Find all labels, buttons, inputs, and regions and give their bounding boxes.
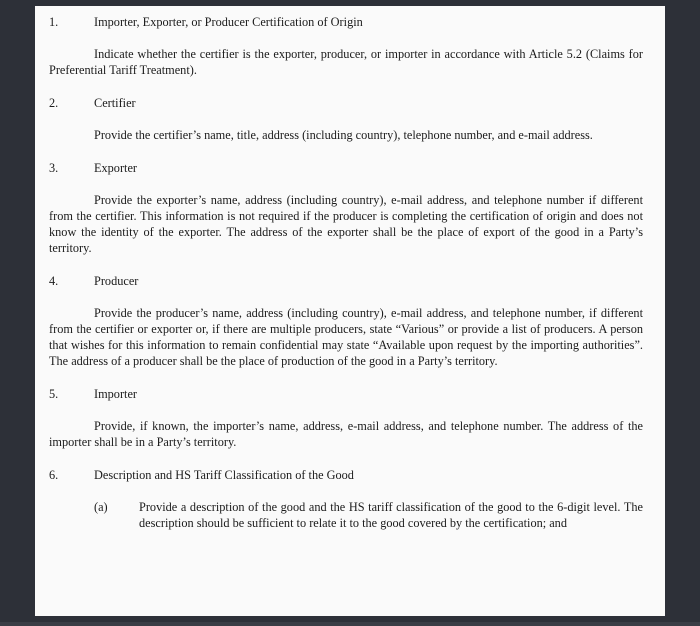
section-paragraph: Provide the producer’s name, address (including country), e-mail address, and telephone number, if different from the certifier or exporter or, if there are multiple producers, state “Various” or provide a list of producers. A person that wishes for this information to remain confidential may state “Available upon request by the importing authorities”. The address of a producer shall be the place of production of the good in a Party’s territory.	[49, 306, 643, 368]
document-page	[35, 6, 665, 616]
section-title: Producer	[94, 274, 139, 288]
subsection-paragraph: Provide a description of the good and the HS tariff classification of the good to the 6-digit level. The description should be sufficient to relate it to the good covered by the certification; and	[139, 500, 643, 530]
section-number: 6.	[49, 468, 59, 482]
section-number: 4.	[49, 274, 59, 288]
section-paragraph: Provide the certifier’s name, title, address (including country), telephone number, and e-mail address.	[94, 128, 593, 142]
section-heading	[49, 160, 643, 176]
section-paragraph: Indicate whether the certifier is the exporter, producer, or importer in accordance with Article 5.2 (Claims for Preferential Tariff Treatment).	[49, 47, 643, 77]
subsection-label: (a)	[94, 500, 108, 514]
section-title: Importer, Exporter, or Producer Certification of Origin	[94, 15, 363, 29]
section-paragraph: Provide, if known, the importer’s name, address, e-mail address, and telephone number. The address of the importer shall be in a Party’s territory.	[49, 419, 643, 449]
section-title: Importer	[94, 387, 138, 401]
document-body	[49, 14, 643, 531]
section-heading	[49, 467, 643, 483]
section-heading	[49, 95, 643, 111]
section-number: 2.	[49, 96, 59, 110]
section-title: Exporter	[94, 161, 138, 175]
section-title: Description and HS Tariff Classification of the Good	[94, 468, 354, 482]
subsection-item	[94, 499, 643, 531]
section-number: 1.	[49, 15, 59, 29]
section-number: 3.	[49, 161, 59, 175]
section-heading	[49, 386, 643, 402]
section-number: 5.	[49, 387, 59, 401]
section-heading	[49, 14, 643, 30]
section-heading	[49, 273, 643, 289]
viewer-bottom-bar	[0, 622, 700, 626]
section-paragraph: Provide the exporter’s name, address (including country), e-mail address, and telephone number if different from the certifier. This information is not required if the producer is completing the certification of origin and does not know the identity of the exporter. The address of the exporter shall be the place of export of the good in a Party’s territory.	[49, 193, 643, 255]
section-title: Certifier	[94, 96, 136, 110]
